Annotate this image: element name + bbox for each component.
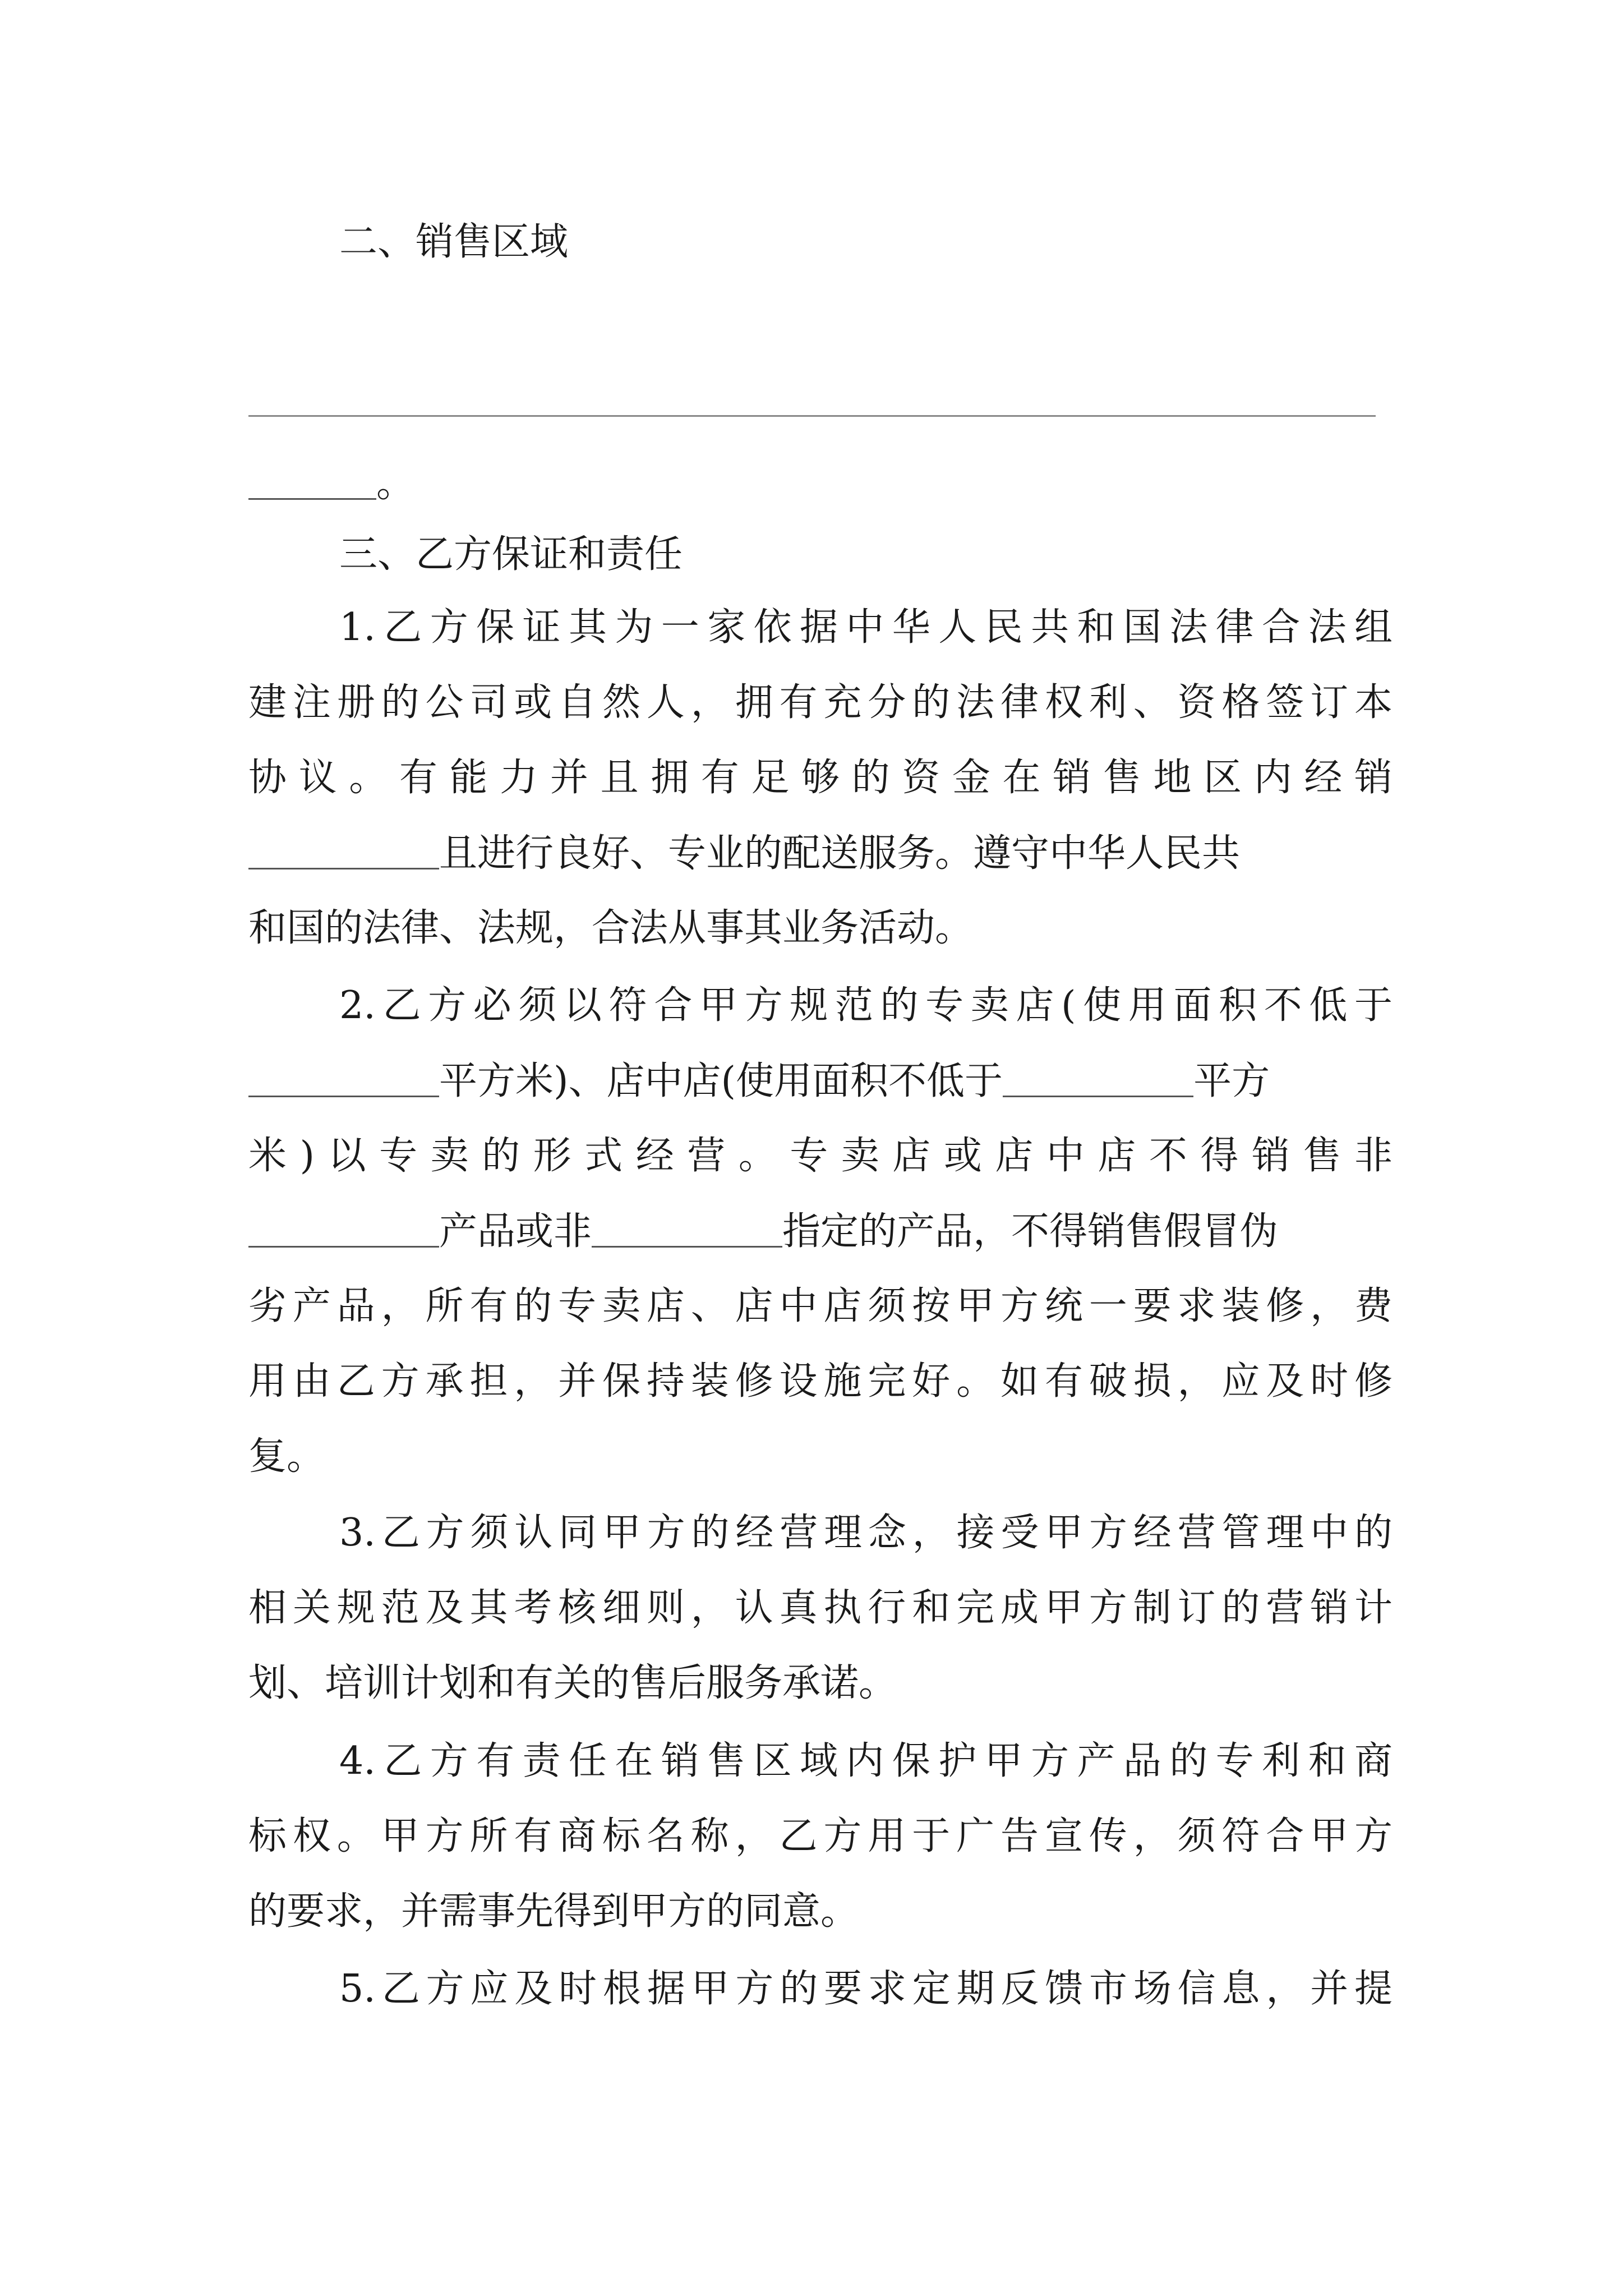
- p1-line-4-text: 且进行良好、专业的配送服务。遵守中华人民共: [439, 831, 1241, 876]
- p1-line-3: 协议。有能力并且拥有足够的资金在销售地区内经销: [248, 756, 1393, 800]
- p1-line-5: 和国的法律、法规，合法从事其业务活动。: [248, 906, 974, 950]
- p1-line-4: [248, 831, 1241, 876]
- section-2-heading: 二、销售区域: [339, 220, 569, 264]
- p3-line-2: 相关规范及其考核细则，认真执行和完成甲方制订的营销计: [248, 1586, 1393, 1630]
- p4-line-2: 标权。甲方所有商标名称，乙方用于广告宣传，须符合甲方: [248, 1814, 1393, 1858]
- p2-line-2: [248, 1059, 1270, 1103]
- p3-line-3: 划、培训计划和有关的售后服务承诺。: [248, 1661, 897, 1705]
- fill-in-blank: [248, 464, 376, 500]
- fill-in-blank-store-area: [248, 1062, 439, 1097]
- p2-line-5: 劣产品，所有的专卖店、店中店须按甲方统一要求装修，费: [248, 1284, 1393, 1328]
- period-mark: 。: [376, 462, 415, 506]
- p2-line-7: 复。: [248, 1434, 325, 1479]
- p2-line-2-text-a: 平方米)、店中店(使用面积不低于: [439, 1059, 1003, 1103]
- p2-line-4-text-a: 产品或非: [439, 1209, 592, 1254]
- fill-in-blank-sales-area: [248, 415, 1376, 417]
- fill-in-blank-shop-in-shop-area: [1003, 1062, 1193, 1097]
- p4-line-1: 4.乙方有责任在销售区域内保护甲方产品的专利和商: [339, 1739, 1393, 1783]
- p5-line-1: 5.乙方应及时根据甲方的要求定期反馈市场信息，并提: [339, 1967, 1393, 2011]
- p1-line-1: 1.乙方保证其为一家依据中华人民共和国法律合法组: [339, 605, 1393, 650]
- p2-line-4-text-b: 指定的产品，不得销售假冒伪: [782, 1209, 1279, 1254]
- p2-line-1: 2.乙方必须以符合甲方规范的专卖店(使用面积不低于: [339, 983, 1393, 1028]
- p2-line-2-text-b: 平方: [1193, 1059, 1270, 1103]
- p2-line-3: 米)以专卖的形式经营。专卖店或店中店不得销售非: [248, 1134, 1393, 1178]
- fill-in-blank-brand: [248, 1212, 439, 1248]
- section-3-heading: 三、乙方保证和责任: [339, 532, 683, 577]
- fill-in-blank-designated: [592, 1212, 782, 1248]
- p4-line-3: 的要求，并需事先得到甲方的同意。: [248, 1889, 859, 1934]
- fill-in-blank-product: [248, 834, 439, 869]
- p2-line-4: [248, 1209, 1279, 1254]
- p1-line-2: 建注册的公司或自然人，拥有充分的法律权利、资格签订本: [248, 680, 1393, 725]
- p2-line-6: 用由乙方承担，并保持装修设施完好。如有破损，应及时修: [248, 1359, 1393, 1404]
- sales-area-line-end: [248, 462, 415, 506]
- p3-line-1: 3.乙方须认同甲方的经营理念，接受甲方经营管理中的: [339, 1511, 1393, 1555]
